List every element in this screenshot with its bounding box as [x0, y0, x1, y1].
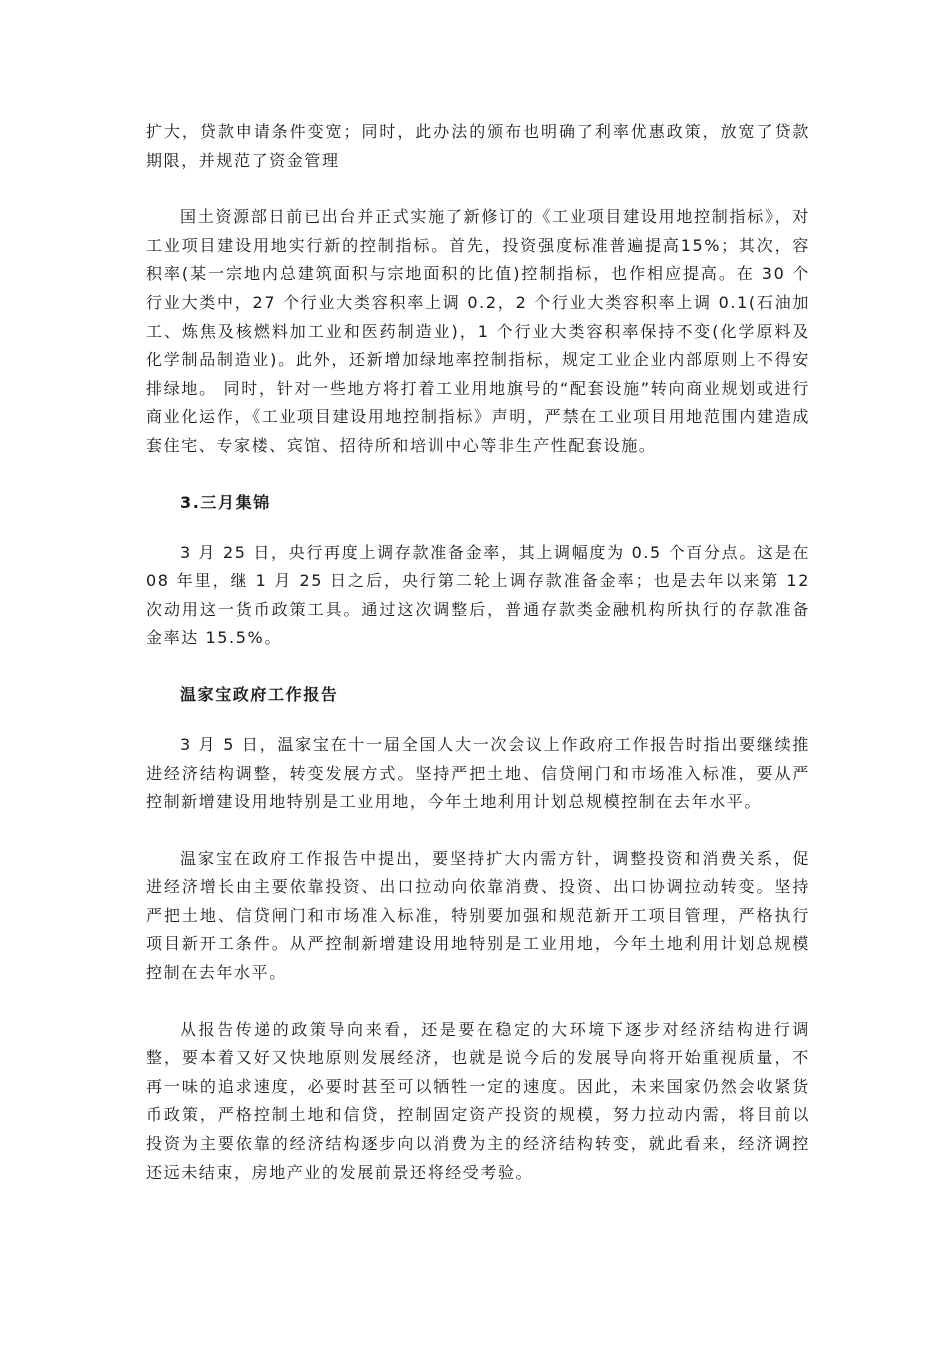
- paragraph-government-report-intro: 3 月 5 日，温家宝在十一届全国人大一次会议上作政府工作报告时指出要继续推进经济结构调整，转变发展方式。坚持严把土地、信贷闸门和市场准入标准，要从严控制新增建设用地特别是工业用地，今年土地利用计划总规模控制在去年水平。: [146, 734, 810, 812]
- section-heading-government-report: 温家宝政府工作报告: [180, 684, 339, 704]
- paragraph-loan-terms: 扩大，贷款申请条件变宽；同时，此办法的颁布也明确了利率优惠政策，放宽了贷款期限，并规范了资金管理: [146, 122, 810, 170]
- paragraph-policy-outlook: 从报告传递的政策导向来看，还是要在稳定的大环境下逐步对经济结构进行调整，要本着又好又快地原则发展经济，也就是说今后的发展导向将开始重视质量，不再一味的追求速度，必要时甚至可以牺牲一定的速度。因此，未来国家仍然会收紧货币政策，严格控制土地和信贷，控制固定资产投资的规模，努力拉动内需，将目前以投资为主要依靠的经济结构逐步向以消费为主的经济结构转变，就此看来，经济调控还远未结束，房地产业的发展前景还将经受考验。: [146, 1019, 810, 1182]
- document-page: [146, 118, 810, 1187]
- paragraph-domestic-demand: 温家宝在政府工作报告中提出，要坚持扩大内需方针，调整投资和消费关系，促进经济增长由主要依靠投资、出口拉动向依靠消费、投资、出口协调拉动转变。坚持严把土地、信贷闸门和市场准入标准，特别要加强和规范新开工项目管理，严格执行项目新开工条件。从严控制新增建设用地特别是工业用地，今年土地利用计划总规模控制在去年水平。: [146, 848, 810, 983]
- paragraph-land-control-indicators: 国土资源部日前已出台并正式实施了新修订的《工业项目建设用地控制指标》，对工业项目建设用地实行新的控制指标。首先，投资强度标准普遍提高15%；其次，容积率(某一宗地内总建筑面积与宗地面积的比值)控制指标，也作相应提高。在 30 个行业大类中，27 个行业大类容积率上调 0.2，2 个行业大类容积率上调 0.1(石油加工、炼焦及核燃料加工业和医药制造业)，1 个行业大类容积率保持不变(化学原料及化学制品制造业)。此外，还新增加绿地率控制指标，规定工业企业内部原则上不得安排绿地。 同时，针对一些地方将打着工业用地旗号的“配套设施”转向商业规划或进行商业化运作，《工业项目建设用地控制指标》声明，严禁在工业项目用地范围内建造成套住宅、专家楼、宾馆、招待所和培训中心等非生产性配套设施。: [146, 207, 810, 455]
- section-heading-march-highlights: 3.三月集锦: [180, 492, 271, 512]
- paragraph-reserve-ratio: 3 月 25 日，央行再度上调存款准备金率，其上调幅度为 0.5 个百分点。这是在 08 年里，继 1 月 25 日之后，央行第二轮上调存款准备金率；也是去年以来第 12 次动用这一货币政策工具。通过这次调整后，普通存款类金融机构所执行的存款准备金率达 15.5%。: [146, 542, 810, 648]
